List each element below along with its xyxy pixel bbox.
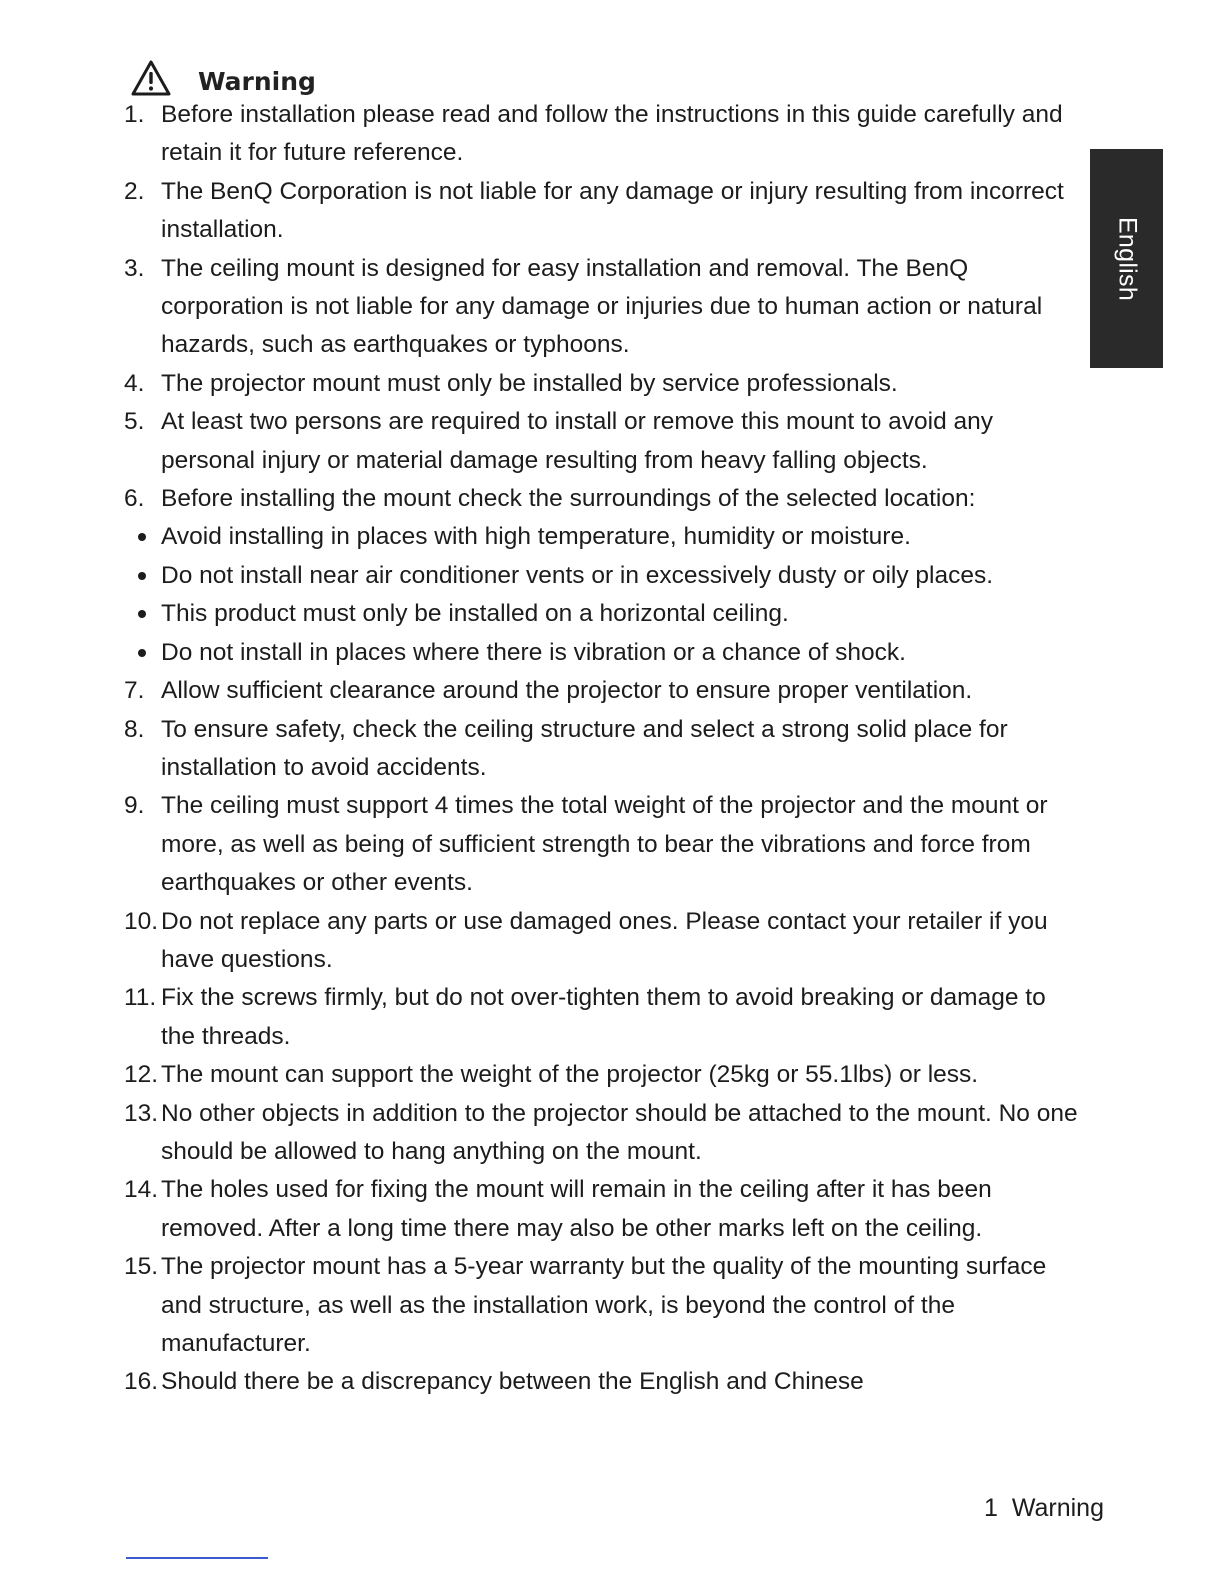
list-item	[124, 365, 1086, 403]
list-item	[124, 480, 1086, 518]
page-number: 1	[984, 1494, 998, 1522]
item-text: Before installation please read and follow the instructions in this guide carefully and retain it for future reference.	[161, 101, 1063, 167]
list-item	[124, 96, 1086, 173]
list-item	[124, 1056, 1086, 1094]
item-text: Allow sufficient clearance around the projector to ensure proper ventilation.	[161, 677, 973, 705]
item-number: 9.	[124, 792, 145, 820]
list-item	[124, 250, 1086, 365]
item-number: 13.	[124, 1099, 159, 1127]
item-text: The projector mount must only be installed by service professionals.	[161, 369, 898, 397]
list-item	[124, 1363, 1086, 1401]
item-text: The holes used for fixing the mount will remain in the ceiling after it has been removed. After a long time there may also be other marks left on the ceiling.	[161, 1176, 992, 1242]
item-number: 4.	[124, 369, 145, 397]
item-number: 2.	[124, 177, 145, 205]
language-tab-label: English	[1113, 216, 1141, 301]
list-item	[124, 1095, 1086, 1172]
bottom-divider	[126, 1557, 268, 1559]
list-item	[124, 787, 1086, 902]
item-text: Avoid installing in places with high temperature, humidity or moisture.	[161, 523, 911, 551]
item-text: The projector mount has a 5-year warranty but the quality of the mounting surface and structure, as well as the installation work, is beyond the control of the manufacturer.	[161, 1253, 1047, 1357]
item-text: The mount can support the weight of the projector (25kg or 55.1lbs) or less.	[161, 1061, 979, 1089]
page-footer	[984, 1494, 1104, 1523]
item-text: This product must only be installed on a horizontal ceiling.	[161, 600, 789, 628]
bullet-item	[124, 595, 1086, 633]
bullet-icon	[138, 649, 146, 657]
item-text: The BenQ Corporation is not liable for any damage or injury resulting from incorrect installation.	[161, 177, 1064, 244]
bullet-icon	[138, 572, 146, 580]
item-number: 8.	[124, 715, 145, 743]
item-text: Fix the screws firmly, but do not over-tighten them to avoid breaking or damage to the threads.	[161, 984, 1046, 1050]
list-item	[124, 672, 1086, 710]
list-item	[124, 711, 1086, 788]
language-tab	[1090, 149, 1163, 368]
item-number: 16.	[124, 1368, 159, 1396]
item-number: 3.	[124, 254, 145, 282]
item-text: The ceiling mount is designed for easy installation and removal. The BenQ corporation is not liable for any damage or injuries due to human action or natural hazards, such as earthquakes or typhoons.	[161, 254, 1043, 359]
item-text: Do not replace any parts or use damaged ones. Please contact your retailer if you have questions.	[161, 907, 1048, 973]
item-text: The ceiling must support 4 times the total weight of the projector and the mount or more, as well as being of sufficient strength to bear the vibrations and force from earthquakes or other events.	[161, 792, 1048, 897]
bullet-icon	[138, 610, 146, 618]
item-number: 14.	[124, 1176, 159, 1204]
section-heading	[130, 56, 316, 100]
item-text: No other objects in addition to the projector should be attached to the mount. No one should be allowed to hang anything on the mount.	[161, 1099, 1078, 1165]
item-text: Before installing the mount check the surroundings of the selected location:	[161, 485, 976, 513]
item-number: 11.	[124, 984, 157, 1012]
list-item	[124, 979, 1086, 1056]
list-item	[124, 173, 1086, 250]
item-number: 10.	[124, 907, 159, 935]
item-text: Should there be a discrepancy between the English and Chinese	[161, 1368, 864, 1396]
list-item	[124, 903, 1086, 980]
bullet-icon	[138, 533, 146, 541]
bullet-item	[124, 634, 1086, 672]
page-title: Warning	[198, 66, 316, 96]
item-number: 15.	[124, 1253, 159, 1281]
bullet-item	[124, 518, 1086, 556]
list-item	[124, 1248, 1086, 1363]
item-number: 1.	[124, 101, 145, 128]
item-text: Do not install near air conditioner vents or in excessively dusty or oily places.	[161, 561, 994, 589]
item-text: At least two persons are required to install or remove this mount to avoid any personal injury or material damage resulting from heavy falling objects.	[161, 408, 994, 474]
item-number: 12.	[124, 1061, 159, 1089]
footer-section-title: Warning	[1011, 1494, 1104, 1522]
list-item	[124, 403, 1086, 480]
list-item	[124, 1171, 1086, 1248]
item-number: 6.	[124, 485, 145, 513]
item-text: Do not install in places where there is vibration or a chance of shock.	[161, 638, 906, 666]
warning-list	[124, 96, 1086, 1402]
item-text: To ensure safety, check the ceiling structure and select a strong solid place for installation to avoid accidents.	[161, 715, 1008, 781]
item-number: 7.	[124, 677, 145, 705]
bullet-item	[124, 557, 1086, 595]
item-number: 5.	[124, 408, 145, 436]
warning-triangle-icon	[130, 59, 172, 97]
